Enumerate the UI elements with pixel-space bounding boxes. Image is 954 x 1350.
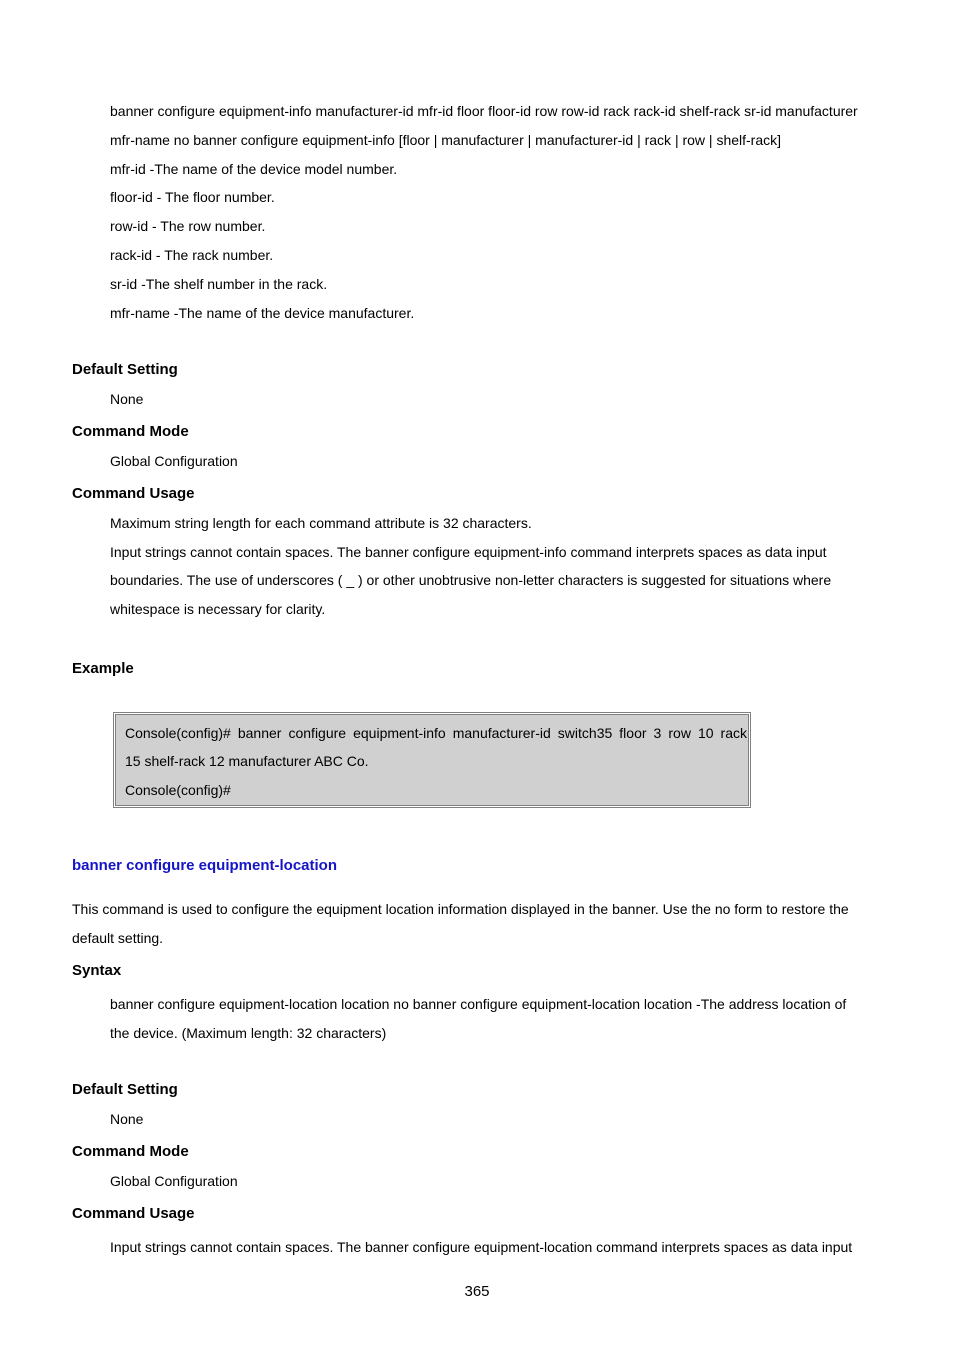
code-line: Console(config)# banner configure equipment-info manufacturer-id switch35 floor 3 row 10 rack: [125, 725, 747, 741]
section-title: banner configure equipment-location: [72, 857, 338, 874]
syntax-heading: Syntax: [72, 962, 122, 979]
command-usage-heading: Command Usage: [72, 1205, 195, 1222]
default-setting-heading: Default Setting: [72, 361, 178, 378]
usage-line: Input strings cannot contain spaces. The banner configure equipment-location command interprets spaces as data input: [110, 1239, 853, 1255]
param-row-id: row-id - The row number.: [110, 218, 266, 234]
description-line: default setting.: [72, 930, 164, 946]
code-line: Console(config)#: [125, 782, 231, 798]
default-setting-heading: Default Setting: [72, 1081, 178, 1098]
page-number: 365: [464, 1283, 490, 1300]
param-rack-id: rack-id - The rack number.: [110, 247, 274, 263]
usage-line: Input strings cannot contain spaces. The banner configure equipment-info command interprets spaces as data input: [110, 544, 827, 560]
param-sr-id: sr-id -The shelf number in the rack.: [110, 276, 328, 292]
command-mode-value: Global Configuration: [110, 1173, 238, 1189]
description-line: This command is used to configure the equipment location information displayed in the banner. Use the no form to restore the: [72, 901, 849, 917]
syntax-line: mfr-name no banner configure equipment-info [floor | manufacturer | manufacturer-id | rack | row | shelf-rack]: [110, 132, 782, 148]
example-code-box: [113, 712, 751, 808]
usage-line: whitespace is necessary for clarity.: [110, 601, 326, 617]
syntax-line: banner configure equipment-info manufacturer-id mfr-id floor floor-id row row-id rack rack-id shelf-rack sr-id manufacturer: [110, 103, 858, 119]
usage-line: boundaries. The use of underscores ( _ ) or other unobtrusive non-letter characters is suggested for situations where: [110, 572, 832, 588]
command-mode-heading: Command Mode: [72, 423, 189, 440]
param-mfr-id: mfr-id -The name of the device model number.: [110, 161, 398, 177]
command-mode-value: Global Configuration: [110, 453, 238, 469]
syntax-line: the device. (Maximum length: 32 characters): [110, 1025, 387, 1041]
example-heading: Example: [72, 660, 134, 677]
syntax-line: banner configure equipment-location location no banner configure equipment-location location -The address location of: [110, 996, 847, 1012]
param-mfr-name: mfr-name -The name of the device manufacturer.: [110, 305, 415, 321]
usage-line: Maximum string length for each command attribute is 32 characters.: [110, 515, 532, 531]
param-floor-id: floor-id - The floor number.: [110, 189, 275, 205]
default-setting-value: None: [110, 391, 144, 407]
command-usage-heading: Command Usage: [72, 485, 195, 502]
code-line: 15 shelf-rack 12 manufacturer ABC Co.: [125, 753, 369, 769]
command-mode-heading: Command Mode: [72, 1143, 189, 1160]
default-setting-value: None: [110, 1111, 144, 1127]
